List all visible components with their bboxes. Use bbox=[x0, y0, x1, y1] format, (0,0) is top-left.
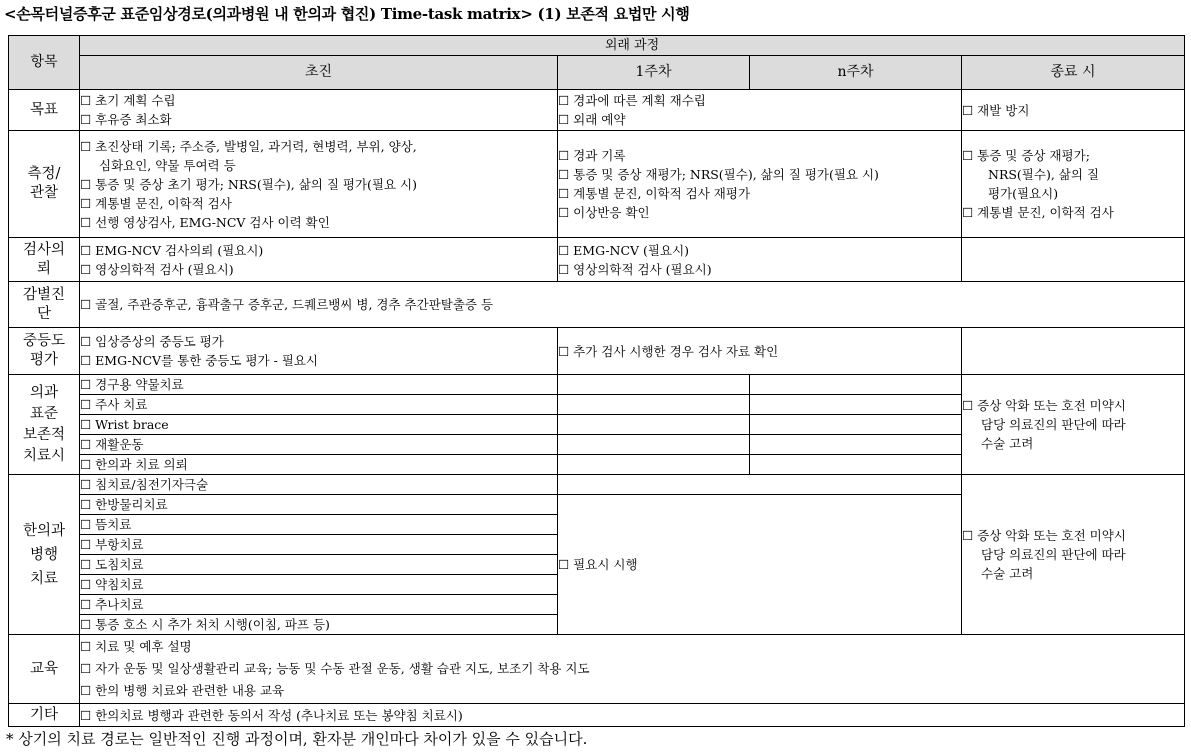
korean-item: ☐ 부항치료 bbox=[80, 535, 558, 555]
western-weekn-cell bbox=[750, 435, 962, 455]
exam-weeks-item: ☐ 영상의학적 검사 (필요시) bbox=[558, 261, 712, 277]
measure-initial-item-cont: 심화요인, 약물 투여력 등 bbox=[99, 157, 236, 173]
exam-weeks-item: ☐ EMG-NCV (필요시) bbox=[558, 242, 690, 258]
measure-weeks-cell bbox=[558, 131, 962, 238]
exam-initial-cell bbox=[80, 238, 558, 282]
diff-content: ☐ 골절, 주관증후군, 흉곽출구 증후군, 드퀘르뱅씨 병, 경추 추간판탈출증 등 bbox=[80, 282, 1185, 328]
header-end: 종료 시 bbox=[962, 56, 1185, 90]
row-label-measure bbox=[9, 131, 80, 238]
western-end-item-cont: 수술 고려 bbox=[981, 436, 1034, 451]
korean-weeks-blank bbox=[558, 475, 962, 495]
goal-initial-item: ☐ 초기 계획 수립 bbox=[80, 93, 176, 108]
korean-item: ☐ 통증 호소 시 추가 처치 시행(이침, 파프 등) bbox=[80, 615, 558, 635]
korean-end-cell bbox=[962, 475, 1185, 635]
row-label-exam bbox=[9, 238, 80, 282]
measure-end-item: ☐ 계통별 문진, 이학적 검사 bbox=[962, 205, 1114, 220]
edu-item: ☐ 자가 운동 및 일상생활관리 교육; 능동 및 수동 관절 운동, 생활 습관 지도, 보조기 착용 지도 bbox=[80, 661, 590, 676]
etc-content: ☐ 한의치료 병행과 관련한 동의서 작성 (추나치료 또는 봉약침 치료시) bbox=[80, 704, 1185, 727]
edu-item: ☐ 치료 및 예후 설명 bbox=[80, 639, 192, 654]
goal-initial-cell bbox=[80, 90, 558, 131]
row-label-edu: 교육 bbox=[9, 635, 80, 704]
western-week1-cell bbox=[558, 435, 750, 455]
western-item: ☐ 경구용 약물치료 bbox=[80, 375, 558, 395]
korean-end-item-cont: 수술 고려 bbox=[981, 566, 1034, 581]
western-weekn-cell bbox=[750, 455, 962, 475]
severity-initial-item: ☐ EMG-NCV를 통한 중등도 평가 - 필요시 bbox=[80, 353, 318, 368]
row-label-severity bbox=[9, 328, 80, 375]
measure-initial-item: ☐ 선행 영상검사, EMG-NCV 검사 이력 확인 bbox=[80, 214, 330, 230]
goal-end-item: ☐ 재발 방지 bbox=[962, 102, 1030, 118]
western-week1-cell bbox=[558, 395, 750, 415]
header-weekn: n주차 bbox=[750, 56, 962, 90]
measure-weeks-item: ☐ 통증 및 증상 재평가; NRS(필수), 삶의 질 평가(필요 시) bbox=[558, 167, 879, 182]
western-item: ☐ 주사 치료 bbox=[80, 395, 558, 415]
severity-label-text: 중등도 평가 bbox=[22, 333, 66, 368]
header-week1: 1주차 bbox=[558, 56, 750, 90]
measure-initial-item: ☐ 초진상태 기록; 주소증, 발병일, 과거력, 현병력, 부위, 양상, bbox=[80, 138, 417, 154]
exam-initial-item: ☐ 영상의학적 검사 (필요시) bbox=[80, 261, 234, 277]
measure-weeks-item: ☐ 계통별 문진, 이학적 검사 재평가 bbox=[558, 186, 751, 201]
western-end-item: ☐ 증상 악화 또는 호전 미약시 bbox=[962, 398, 1126, 413]
western-weekn-cell bbox=[750, 395, 962, 415]
korean-end-item-cont: 담당 의료진의 판단에 따라 bbox=[981, 547, 1126, 562]
western-item: ☐ 한의과 치료 의뢰 bbox=[80, 455, 558, 475]
header-item: 항목 bbox=[9, 36, 80, 90]
edu-item: ☐ 한의 병행 치료와 관련한 내용 교육 bbox=[80, 683, 285, 698]
western-week1-cell bbox=[558, 375, 750, 395]
korean-item: ☐ 침치료/침전기자극술 bbox=[80, 475, 558, 495]
korean-item: ☐ 약침치료 bbox=[80, 575, 558, 595]
severity-weeks-item: ☐ 추가 검사 시행한 경우 검사 자료 확인 bbox=[558, 343, 779, 359]
header-outpatient: 외래 과정 bbox=[80, 36, 1185, 56]
row-label-korean bbox=[9, 475, 80, 635]
severity-initial-cell bbox=[80, 328, 558, 375]
measure-end-cell bbox=[962, 131, 1185, 238]
goal-weeks-item: ☐ 경과에 따른 계획 재수립 bbox=[558, 93, 706, 108]
goal-initial-item: ☐ 후유증 최소화 bbox=[80, 112, 172, 127]
diff-label-text: 감별진 단 bbox=[22, 286, 66, 322]
severity-end-cell bbox=[962, 328, 1185, 375]
severity-initial-item: ☐ 임상증상의 중등도 평가 bbox=[80, 334, 224, 349]
measure-end-item-cont: NRS(필수), 삶의 질 bbox=[988, 167, 1099, 182]
row-label-etc: 기타 bbox=[9, 704, 80, 727]
edu-content bbox=[80, 635, 1185, 704]
measure-initial-item: ☐ 통증 및 증상 초기 평가; NRS(필수), 삶의 질 평가(필요 시) bbox=[80, 176, 417, 192]
goal-weeks-cell bbox=[558, 90, 962, 131]
western-label-text: 의과 표준 보존적 치료시 bbox=[22, 384, 66, 464]
western-week1-cell bbox=[558, 455, 750, 475]
western-weekn-cell bbox=[750, 375, 962, 395]
exam-label-text: 검사의 뢰 bbox=[22, 241, 66, 277]
western-item: ☐ 재활운동 bbox=[80, 435, 558, 455]
measure-weeks-item: ☐ 이상반응 확인 bbox=[558, 205, 650, 220]
western-week1-cell bbox=[558, 415, 750, 435]
row-label-western bbox=[9, 375, 80, 475]
korean-weeks-cell: ☐ 필요시 시행 bbox=[558, 495, 962, 635]
western-weekn-cell bbox=[750, 415, 962, 435]
measure-initial-cell bbox=[80, 131, 558, 238]
korean-item: ☐ 추나치료 bbox=[80, 595, 558, 615]
western-item: ☐ Wrist brace bbox=[80, 415, 558, 435]
measure-weeks-item: ☐ 경과 기록 bbox=[558, 148, 626, 163]
exam-initial-item: ☐ EMG-NCV 검사의뢰 (필요시) bbox=[80, 242, 264, 258]
korean-item: ☐ 한방물리치료 bbox=[80, 495, 558, 515]
exam-end-cell bbox=[962, 238, 1185, 282]
korean-item: ☐ 도침치료 bbox=[80, 555, 558, 575]
measure-end-item-cont: 평가(필요시) bbox=[988, 186, 1059, 201]
exam-weeks-cell bbox=[558, 238, 962, 282]
western-end-item-cont: 담당 의료진의 판단에 따라 bbox=[981, 417, 1126, 432]
goal-weeks-item: ☐ 외래 예약 bbox=[558, 112, 626, 127]
korean-item: ☐ 뜸치료 bbox=[80, 515, 558, 535]
measure-label-text: 측정/ 관찰 bbox=[27, 166, 61, 201]
goal-end-cell bbox=[962, 90, 1185, 131]
korean-end-item: ☐ 증상 악화 또는 호전 미약시 bbox=[962, 528, 1126, 543]
measure-initial-item: ☐ 계통별 문진, 이학적 검사 bbox=[80, 195, 232, 211]
severity-weeks-cell bbox=[558, 328, 962, 375]
row-label-diff bbox=[9, 282, 80, 328]
korean-label-text: 한의과 병행 치료 bbox=[22, 522, 66, 587]
western-end-cell bbox=[962, 375, 1185, 475]
document-title: <손목터널증후군 표준임상경로(의과병원 내 한의과 협진) Time-task matrix> (1) 보존적 요법만 시행 bbox=[4, 5, 690, 23]
footnote: * 상기의 치료 경로는 일반적인 진행 과정이며, 환자분 개인마다 차이가 있을 수 있습니다. bbox=[6, 730, 588, 748]
measure-end-item: ☐ 통증 및 증상 재평가; bbox=[962, 148, 1090, 163]
time-task-matrix bbox=[8, 35, 1185, 727]
row-label-goal: 목표 bbox=[9, 90, 80, 131]
header-initial: 초진 bbox=[80, 56, 558, 90]
